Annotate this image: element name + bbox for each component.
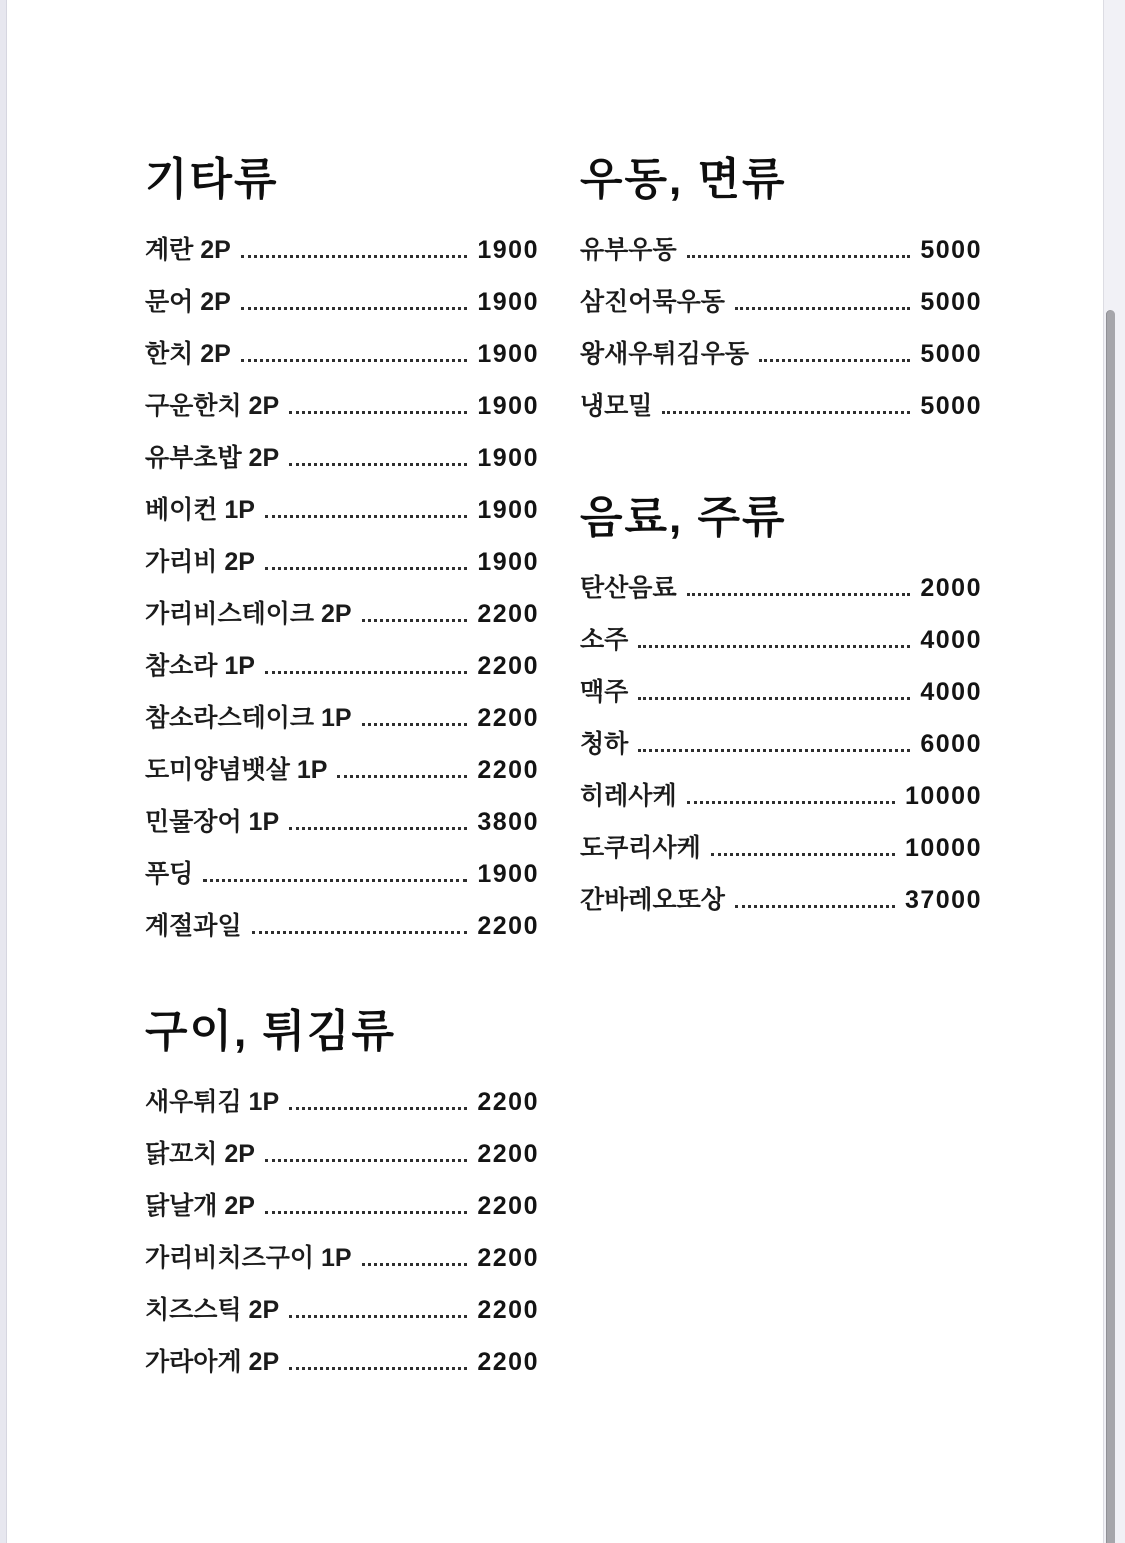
item-price: 2200 (477, 652, 539, 680)
leader-dots (362, 723, 468, 726)
leader-dots (638, 645, 910, 648)
menu-item-row (580, 393, 982, 419)
menu-item-row (580, 835, 982, 861)
leader-dots (289, 1315, 467, 1318)
menu-item-row (145, 445, 539, 471)
menu-item-row (145, 913, 539, 939)
leader-dots (241, 307, 468, 310)
item-label: 구운한치 2P (145, 392, 280, 420)
item-price: 5000 (920, 340, 982, 368)
item-price: 2200 (477, 1244, 539, 1272)
item-label: 간바레오또상 (580, 886, 725, 914)
menu-item-row (580, 341, 982, 367)
leader-dots (265, 515, 467, 518)
menu-item-row (580, 887, 982, 913)
leader-dots (638, 697, 910, 700)
item-label: 유부초밥 2P (145, 444, 280, 472)
leader-dots (289, 1107, 467, 1110)
menu-item-row (145, 1297, 539, 1323)
item-label: 참소라스테이크 1P (145, 704, 352, 732)
menu-item-row (145, 341, 539, 367)
item-label: 가리비스테이크 2P (145, 600, 352, 628)
leader-dots (203, 879, 467, 882)
item-price: 1900 (477, 340, 539, 368)
leader-dots (735, 307, 910, 310)
scrollbar-track[interactable] (1103, 0, 1125, 1543)
leader-dots (241, 255, 468, 258)
menu-item-row (145, 757, 539, 783)
menu-item-row (145, 237, 539, 263)
section-title: 우동, 면류 (580, 155, 787, 204)
menu-item-row (580, 289, 982, 315)
section-title: 음료, 주류 (580, 493, 787, 542)
item-label: 치즈스틱 2P (145, 1296, 280, 1324)
section-rows (580, 575, 982, 913)
item-price: 2200 (477, 1348, 539, 1376)
menu-item-row (145, 809, 539, 835)
menu-column-left (145, 155, 539, 1375)
leader-dots (662, 411, 910, 414)
section-rows (145, 237, 539, 939)
item-price: 1900 (477, 236, 539, 264)
item-label: 삼진어묵우동 (580, 288, 725, 316)
menu-item-row (145, 1245, 539, 1271)
menu-item-row (145, 861, 539, 887)
window-edge-strip (0, 0, 7, 1543)
item-price: 2000 (920, 574, 982, 602)
item-price: 3800 (477, 808, 539, 836)
item-label: 계란 2P (145, 236, 231, 264)
item-label: 베이컨 1P (145, 496, 255, 524)
item-price: 10000 (904, 834, 982, 862)
item-label: 푸딩 (145, 860, 194, 888)
menu-item-row (145, 497, 539, 523)
menu-item-row (145, 1141, 539, 1167)
leader-dots (687, 593, 911, 596)
menu-item-row (145, 393, 539, 419)
item-label: 참소라 1P (145, 652, 255, 680)
item-price: 5000 (920, 236, 982, 264)
item-label: 민물장어 1P (145, 808, 280, 836)
item-label: 왕새우튀김우동 (580, 340, 750, 368)
leader-dots (252, 931, 468, 934)
leader-dots (289, 1367, 467, 1370)
menu-item-row (580, 627, 982, 653)
item-label: 히레사케 (580, 782, 677, 810)
leader-dots (265, 671, 467, 674)
section-rows (580, 237, 982, 419)
item-price: 4000 (920, 626, 982, 654)
leader-dots (687, 255, 911, 258)
item-price: 6000 (920, 730, 982, 758)
item-price: 1900 (477, 392, 539, 420)
item-price: 2200 (477, 756, 539, 784)
item-label: 냉모밀 (580, 392, 653, 420)
menu-item-row (580, 575, 982, 601)
item-price: 4000 (920, 678, 982, 706)
item-price: 37000 (904, 886, 982, 914)
item-label: 한치 2P (145, 340, 231, 368)
menu-item-row (145, 705, 539, 731)
leader-dots (241, 359, 468, 362)
item-price: 5000 (920, 288, 982, 316)
item-price: 2200 (477, 704, 539, 732)
menu-item-row (580, 731, 982, 757)
item-price: 2200 (477, 600, 539, 628)
menu-item-row (580, 679, 982, 705)
item-label: 가리비 2P (145, 548, 255, 576)
item-price: 2200 (477, 912, 539, 940)
menu-item-row (145, 1193, 539, 1219)
leader-dots (265, 567, 467, 570)
leader-dots (711, 853, 895, 856)
menu-section-drinks-alcohol (580, 493, 982, 913)
leader-dots (289, 463, 467, 466)
menu-item-row (580, 237, 982, 263)
item-label: 계절과일 (145, 912, 242, 940)
menu-item-row (145, 1349, 539, 1375)
item-label: 가리비치즈구이 1P (145, 1244, 352, 1272)
menu-item-row (145, 1089, 539, 1115)
leader-dots (362, 619, 468, 622)
item-price: 1900 (477, 548, 539, 576)
leader-dots (265, 1159, 467, 1162)
item-price: 2200 (477, 1088, 539, 1116)
item-label: 도쿠리사케 (580, 834, 701, 862)
menu-column-right (580, 155, 982, 913)
item-label: 문어 2P (145, 288, 231, 316)
item-price: 5000 (920, 392, 982, 420)
item-price: 1900 (477, 288, 539, 316)
menu-item-row (145, 289, 539, 315)
item-label: 청하 (580, 730, 629, 758)
menu-section-grill-fried (145, 1007, 539, 1375)
item-price: 2200 (477, 1296, 539, 1324)
menu-item-row (145, 549, 539, 575)
leader-dots (337, 775, 467, 778)
item-label: 유부우동 (580, 236, 677, 264)
item-label: 가라아게 2P (145, 1348, 280, 1376)
menu-item-row (145, 601, 539, 627)
section-title: 구이, 튀김류 (145, 1007, 396, 1056)
section-rows (145, 1089, 539, 1375)
leader-dots (362, 1263, 468, 1266)
item-label: 새우튀김 1P (145, 1088, 280, 1116)
item-price: 2200 (477, 1192, 539, 1220)
leader-dots (687, 801, 895, 804)
item-price: 2200 (477, 1140, 539, 1168)
item-label: 닭날개 2P (145, 1192, 255, 1220)
item-label: 탄산음료 (580, 574, 677, 602)
menu-section-udon-noodles (580, 155, 982, 419)
leader-dots (638, 749, 910, 752)
menu-item-row (580, 783, 982, 809)
item-label: 닭꼬치 2P (145, 1140, 255, 1168)
item-price: 1900 (477, 860, 539, 888)
leader-dots (759, 359, 910, 362)
item-price: 1900 (477, 444, 539, 472)
item-label: 소주 (580, 626, 629, 654)
menu-section-etc (145, 155, 539, 939)
leader-dots (265, 1211, 467, 1214)
menu-item-row (145, 653, 539, 679)
section-title: 기타류 (145, 155, 279, 204)
item-price: 1900 (477, 496, 539, 524)
item-label: 도미양념뱃살 1P (145, 756, 328, 784)
leader-dots (735, 905, 895, 908)
leader-dots (289, 827, 467, 830)
item-label: 맥주 (580, 678, 629, 706)
scrollbar-thumb[interactable] (1106, 310, 1115, 1543)
leader-dots (289, 411, 467, 414)
item-price: 10000 (904, 782, 982, 810)
